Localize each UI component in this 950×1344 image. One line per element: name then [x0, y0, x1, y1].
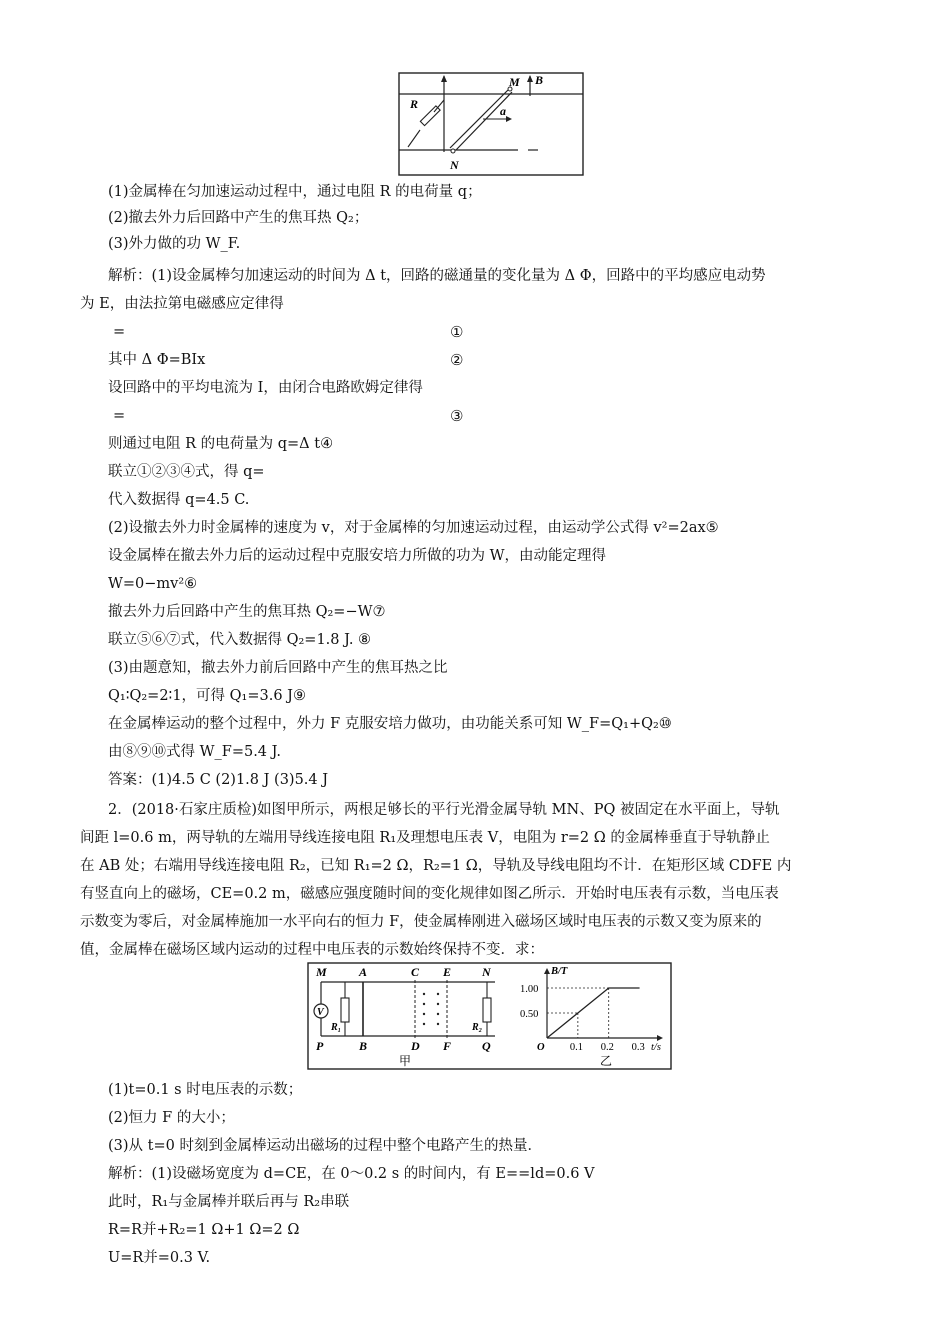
solution-line: 设回路中的平均电流为 I，由闭合电路欧姆定律得	[108, 380, 423, 396]
label-a: a	[500, 104, 506, 118]
circuit-diagram	[314, 965, 495, 1068]
x-tick-label: 0.2	[600, 1042, 614, 1053]
solution-line: 代入数据得 q=4.5 C.	[108, 492, 250, 508]
question-1-2: (2)撤去外力后回路中产生的焦耳热 Q₂；	[108, 210, 369, 226]
solution-line: =	[113, 324, 126, 340]
figure-rails-diagram	[398, 72, 584, 176]
solution-line: 由⑧⑨⑩式得 W_F=5.4 J.	[108, 744, 281, 760]
solution-line: =	[113, 408, 126, 424]
label-V: V	[317, 1007, 324, 1018]
question-2-1: (1)t=0.1 s 时电压表的示数；	[108, 1082, 303, 1098]
solution-line: U=R并=0.3 V.	[108, 1250, 211, 1266]
label-R: R	[410, 97, 419, 111]
caption-yi: 乙	[600, 1054, 613, 1068]
label-R1: R₁	[331, 1022, 342, 1033]
problem-2-text: 在 AB 处；右端用导线连接电阻 R₂，已知 R₁=2 Ω，R₂=1 Ω，导轨及导线电阻均不计．在矩形区域 CDFE 内	[80, 858, 792, 874]
label-M: M	[509, 75, 520, 89]
solution-line: W=0−mv²⑥	[108, 576, 198, 592]
question-1-3: (3)外力做的功 W_F.	[108, 236, 241, 252]
resistor-r2	[483, 998, 491, 1022]
bt-graph	[520, 966, 663, 1053]
resistor-r1	[341, 998, 349, 1022]
label-E: E	[443, 965, 452, 979]
y-tick-label: 0.50	[520, 1009, 539, 1020]
caption-jia: 甲	[399, 1054, 412, 1068]
solution-line: 联立①②③④式，得 q=	[108, 464, 265, 480]
equation-number: ①	[450, 323, 464, 341]
x-tick-label: O	[537, 1042, 545, 1053]
x-axis-arrow	[657, 1035, 663, 1041]
solution-line: Q₁∶Q₂=2∶1，可得 Q₁=3.6 J⑨	[108, 688, 306, 704]
label-F: F	[443, 1039, 452, 1053]
solution-line: R=R并+R₂=1 Ω+1 Ω=2 Ω	[108, 1222, 300, 1238]
label-R2: R₂	[472, 1022, 483, 1033]
solution-line: 撤去外力后回路中产生的焦耳热 Q₂=−W⑦	[108, 604, 386, 620]
solution-line: 解析：(1)设金属棒匀加速运动的时间为 Δ t，回路的磁通量的变化量为 Δ Φ，回路中的平均感应电动势	[108, 268, 766, 284]
solution-line: 联立⑤⑥⑦式，代入数据得 Q₂=1.8 J. ⑧	[108, 632, 372, 648]
problem-2-text: 值，金属棒在磁场区域内运动的过程中电压表的示数始终保持不变．求：	[80, 942, 544, 958]
equation-number: ②	[450, 351, 464, 369]
question-2-3: (3)从 t=0 时刻到金属棒运动出磁场的过程中整个电路产生的热量．	[108, 1138, 542, 1154]
label-P: P	[316, 1039, 324, 1053]
problem-2-text: 示数变为零后，对金属棒施加一水平向右的恒力 F，使金属棒刚进入磁场区域时电压表的示数又变为原来的	[80, 914, 762, 930]
figure-circuit-and-graph	[307, 962, 672, 1070]
label-N: N	[482, 965, 491, 979]
solution-line: (3)由题意知，撤去外力前后回路中产生的焦耳热之比	[108, 660, 448, 676]
solution-line: 其中 Δ Φ=BIx	[108, 352, 206, 368]
solution-line: 在金属棒运动的整个过程中，外力 F 克服安培力做功，由功能关系可知 W_F=Q₁+Q₂⑩	[108, 716, 672, 732]
x-axis-label: t/s	[651, 1042, 661, 1053]
question-2-2: (2)恒力 F 的大小；	[108, 1110, 235, 1126]
problem-2-text: 有竖直向上的磁场，CE=0.2 m，磁感应强度随时间的变化规律如图乙所示．开始时电压表有示数，当电压表	[80, 886, 779, 902]
y-axis-label: B/T	[551, 966, 568, 977]
label-C: C	[411, 965, 420, 979]
problem-2-text: 2．(2018·石家庄质检)如图甲所示，两根足够长的平行光滑金属导轨 MN、PQ 被固定在水平面上，导轨	[108, 802, 780, 818]
label-Q: Q	[482, 1039, 491, 1053]
solution-line: 解析：(1)设磁场宽度为 d=CE，在 0～0.2 s 的时间内，有 E==ld=0.6 V	[108, 1166, 595, 1182]
solution-line: (2)设撤去外力时金属棒的速度为 v，对于金属棒的匀加速运动过程，由运动学公式得 v²=2ax⑤	[108, 520, 719, 536]
answer-line: 答案：(1)4.5 C (2)1.8 J (3)5.4 J	[108, 772, 329, 788]
solution-line: 为 E，由法拉第电磁感应定律得	[80, 296, 284, 312]
solution-line: 设金属棒在撤去外力后的运动过程中克服安培力所做的功为 W，由动能定理得	[108, 548, 607, 564]
problem-2-text: 间距 l=0.6 m，两导轨的左端用导线连接电阻 R₁及理想电压表 V，电阻为 r=2 Ω 的金属棒垂直于导轨静止	[80, 830, 770, 846]
label-B: B	[535, 73, 544, 87]
label-N: N	[450, 158, 459, 172]
x-tick-label: 0.1	[569, 1042, 583, 1053]
y-tick-label: 1.00	[520, 984, 539, 995]
solution-line: 则通过电阻 R 的电荷量为 q=Δ t④	[108, 436, 334, 452]
label-D: D	[411, 1039, 420, 1053]
y-axis-arrow	[544, 968, 550, 974]
equation-number: ③	[450, 407, 464, 425]
label-M: M	[316, 965, 327, 979]
label-B: B	[359, 1039, 368, 1053]
magnetic-field-dots	[423, 993, 439, 1025]
label-A: A	[359, 965, 368, 979]
x-tick-label: 0.3	[631, 1042, 645, 1053]
question-1-1: (1)金属棒在匀加速运动过程中，通过电阻 R 的电荷量 q；	[108, 184, 482, 200]
solution-line: 此时，R₁与金属棒并联后再与 R₂串联	[108, 1194, 350, 1210]
